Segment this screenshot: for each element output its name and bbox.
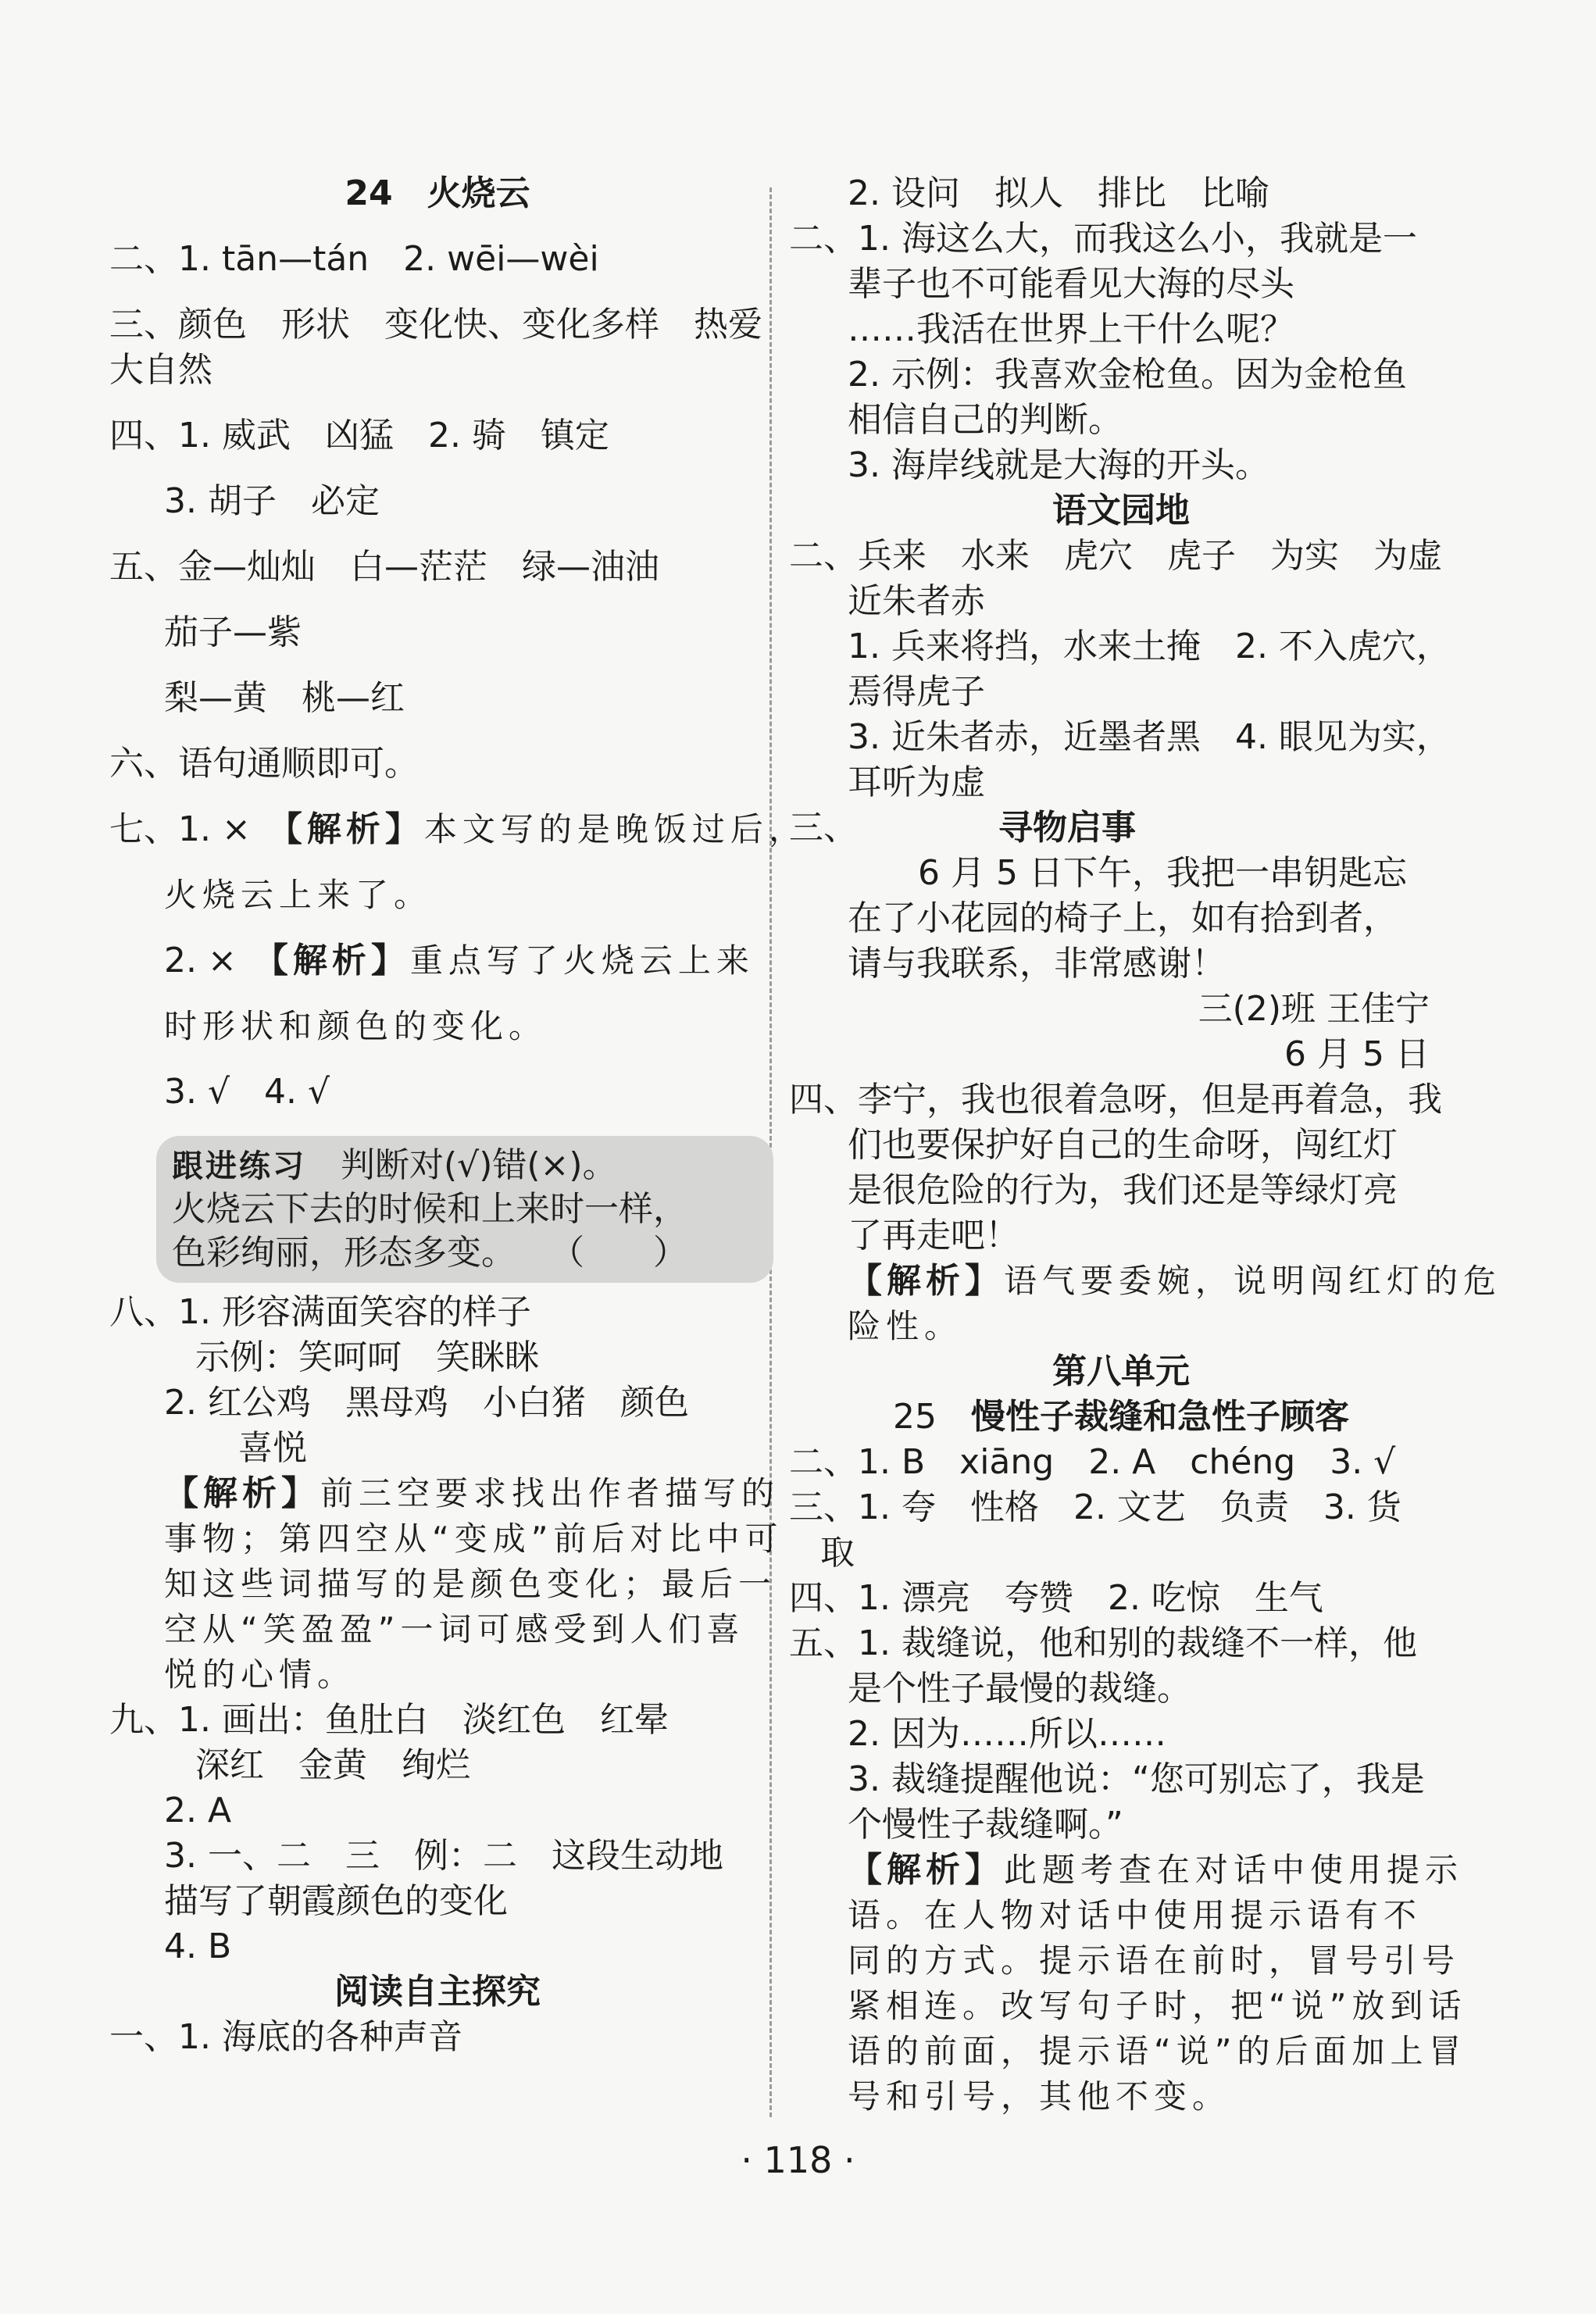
notice-body: 请与我联系，非常感谢！ xyxy=(848,944,1226,984)
answer-line: 是很危险的行为，我们还是等绿灯亮 xyxy=(848,1170,1398,1210)
analysis-text: 此题考查在对话中使用提示 xyxy=(1004,1851,1464,1889)
analysis-text: 重点写了火烧云上来 xyxy=(409,941,755,980)
practice-text: 火烧云下去的时候和上来时一样， xyxy=(172,1189,687,1229)
analysis-text: 空从“笑盈盈”一词可感受到人们喜 xyxy=(164,1610,745,1648)
answer-line: 描写了朝霞颜色的变化 xyxy=(164,1881,508,1921)
answer-text: 七、1. × xyxy=(109,809,285,849)
answer-line: 一、1. 海底的各种声音 xyxy=(109,2017,462,2057)
page-number: · 118 · xyxy=(741,2139,855,2181)
analysis-line xyxy=(789,1848,1464,1892)
answer-line: 个慢性子裁缝啊。” xyxy=(848,1805,1123,1844)
notice-signature: 三(2)班 王佳宁 xyxy=(1198,989,1430,1029)
section-title-reading: 阅读自主探究 xyxy=(334,1972,541,2012)
notice-heading-line xyxy=(789,806,1453,850)
answer-line: 三、1. 夸 性格 2. 文艺 负责 3. 货 xyxy=(789,1487,1401,1527)
answer-line: 八、1. 形容满面笑容的样子 xyxy=(109,1292,531,1332)
section-name: 慢性子裁缝和急性子顾客 xyxy=(971,1397,1349,1437)
analysis-text: 前三空要求找出作者描写的 xyxy=(320,1474,780,1512)
analysis-tag: 【解析】 xyxy=(848,1261,1004,1301)
answer-line: 2. 示例：我喜欢金枪鱼。因为金枪鱼 xyxy=(848,355,1407,395)
analysis-text: 紧相连。改写句子时，把“说”放到话 xyxy=(848,1987,1467,2025)
answer-line: 大自然 xyxy=(109,350,212,390)
practice-instruction: 判断对(√)错(×)。 xyxy=(306,1145,617,1185)
notice-title: 寻物启事 xyxy=(998,808,1136,848)
answer-line: 三、颜色 形状 变化快、变化多样 热爱 xyxy=(109,305,762,345)
analysis-text: 火烧云上来了。 xyxy=(164,876,433,914)
answer-line: 辈子也不可能看见大海的尽头 xyxy=(848,264,1294,304)
answer-line: 六、语句通顺即可。 xyxy=(109,744,419,784)
follow-up-practice-box xyxy=(156,1136,773,1283)
answer-line: 耳听为虚 xyxy=(848,762,985,802)
answer-line: 示例：笑呵呵 笑眯眯 xyxy=(195,1337,539,1377)
analysis-text: 险性。 xyxy=(848,1307,963,1345)
answer-line: 1. 兵来将挡，水来土掩 2. 不入虎穴， xyxy=(848,627,1451,666)
answer-line: 二、1. tān—tán 2. wēi—wèi xyxy=(109,239,599,279)
analysis-text: 语。在人物对话中使用提示语有不 xyxy=(848,1896,1423,1934)
analysis-text: 悦的心情。 xyxy=(164,1655,356,1694)
right-column xyxy=(789,172,1502,2120)
answer-line: 喜悦 xyxy=(238,1428,307,1468)
analysis-tag: 【解析】 xyxy=(164,1473,320,1513)
answer-line: 相信自己的判断。 xyxy=(848,400,1123,440)
answer-line: 3. 胡子 必定 xyxy=(164,481,380,521)
answer-line xyxy=(109,808,807,852)
analysis-text: 时形状和颜色的变化。 xyxy=(164,1007,548,1045)
answer-line: 们也要保护好自己的生命呀，闯红灯 xyxy=(848,1125,1398,1165)
practice-tag: 跟进练习 xyxy=(172,1148,306,1184)
answer-line: ……我活在世界上干什么呢？ xyxy=(848,309,1294,349)
notice-body: 在了小花园的椅子上，如有拾到者， xyxy=(848,898,1398,938)
answer-line: 2. A xyxy=(164,1791,232,1830)
answer-line: 3. 近朱者赤，近墨者黑 4. 眼见为实， xyxy=(848,717,1451,757)
answer-line: 四、1. 威武 凶猛 2. 骑 镇定 xyxy=(109,416,609,455)
answer-line: 梨—黄 桃—红 xyxy=(164,678,405,718)
analysis-text: 语气要委婉，说明闯红灯的危 xyxy=(1004,1262,1502,1300)
analysis-text: 本文写的是晚饭过后， xyxy=(423,810,807,848)
answer-line: 四、1. 漂亮 夸赞 2. 吃惊 生气 xyxy=(789,1578,1323,1618)
answer-text: 三、 xyxy=(789,808,858,848)
section-title-24: 24 火烧云 xyxy=(345,173,530,213)
analysis-tag: 【解析】 xyxy=(270,941,410,980)
answer-line: 了再走吧！ xyxy=(848,1216,1019,1255)
left-column xyxy=(109,172,807,2061)
practice-question xyxy=(172,1144,758,1187)
analysis-text: 事物；第四空从“变成”前后对比中可 xyxy=(164,1519,784,1558)
answer-line: 3. √ 4. √ xyxy=(164,1072,330,1112)
analysis-text: 同的方式。提示语在前时，冒号引号 xyxy=(848,1941,1461,1980)
answer-line: 茄子—紫 xyxy=(164,612,302,652)
answer-line: 九、1. 画出：鱼肚白 淡红色 红晕 xyxy=(109,1700,669,1740)
analysis-text: 语的前面，提示语“说”的后面加上冒 xyxy=(848,2032,1467,2070)
answer-line: 近朱者赤 xyxy=(848,581,985,621)
notice-body: 6 月 5 日下午，我把一串钥匙忘 xyxy=(918,853,1407,893)
answer-line: 4. B xyxy=(164,1927,232,1966)
analysis-text: 知这些词描写的是颜色变化；最后一 xyxy=(164,1565,777,1603)
analysis-tag: 【解析】 xyxy=(284,809,424,849)
analysis-text: 号和引号，其他不变。 xyxy=(848,2077,1231,2116)
answer-line: 3. 一、二 三 例：二 这段生动地 xyxy=(164,1836,723,1876)
answer-line xyxy=(109,939,766,983)
unit-title: 第八单元 xyxy=(1052,1352,1190,1391)
practice-text: 色彩绚丽，形态多变。 （ ） xyxy=(172,1233,687,1273)
answer-line: 二、1. 海这么大，而我这么小，我就是一 xyxy=(789,219,1417,259)
answer-line: 五、金—灿灿 白—茫茫 绿—油油 xyxy=(109,547,659,587)
notice-date: 6 月 5 日 xyxy=(1284,1034,1430,1074)
answer-line: 五、1. 裁缝说，他和别的裁缝不一样，他 xyxy=(789,1623,1417,1663)
analysis-line xyxy=(789,1259,1502,1303)
answer-line: 二、1. B xiāng 2. A chéng 3. √ xyxy=(789,1442,1396,1482)
analysis-tag: 【解析】 xyxy=(848,1850,1004,1890)
section-title-yuwen-yuandi: 语文园地 xyxy=(1052,491,1190,530)
analysis-line xyxy=(109,1472,780,1516)
answer-line: 焉得虎子 xyxy=(848,672,985,712)
section-title-25 xyxy=(789,1395,1453,1439)
section-number: 25 xyxy=(893,1397,971,1437)
answer-line: 取 xyxy=(820,1533,855,1573)
answer-line: 深红 金黄 绚烂 xyxy=(195,1745,470,1785)
answer-line: 2. 红公鸡 黑母鸡 小白猪 颜色 xyxy=(164,1383,689,1423)
answer-line: 2. 设问 拟人 排比 比喻 xyxy=(848,173,1269,213)
answer-line: 2. 因为……所以…… xyxy=(848,1714,1166,1754)
answer-line: 3. 海岸线就是大海的开头。 xyxy=(848,445,1269,485)
answer-line: 3. 裁缝提醒他说：“您可别忘了，我是 xyxy=(848,1759,1425,1799)
answer-line: 四、李宁，我也很着急呀，但是再着急，我 xyxy=(789,1080,1442,1120)
answer-text: 2. × xyxy=(164,941,271,980)
answer-line: 二、兵来 水来 虎穴 虎子 为实 为虚 xyxy=(789,536,1442,576)
answer-line: 是个性子最慢的裁缝。 xyxy=(848,1669,1191,1709)
